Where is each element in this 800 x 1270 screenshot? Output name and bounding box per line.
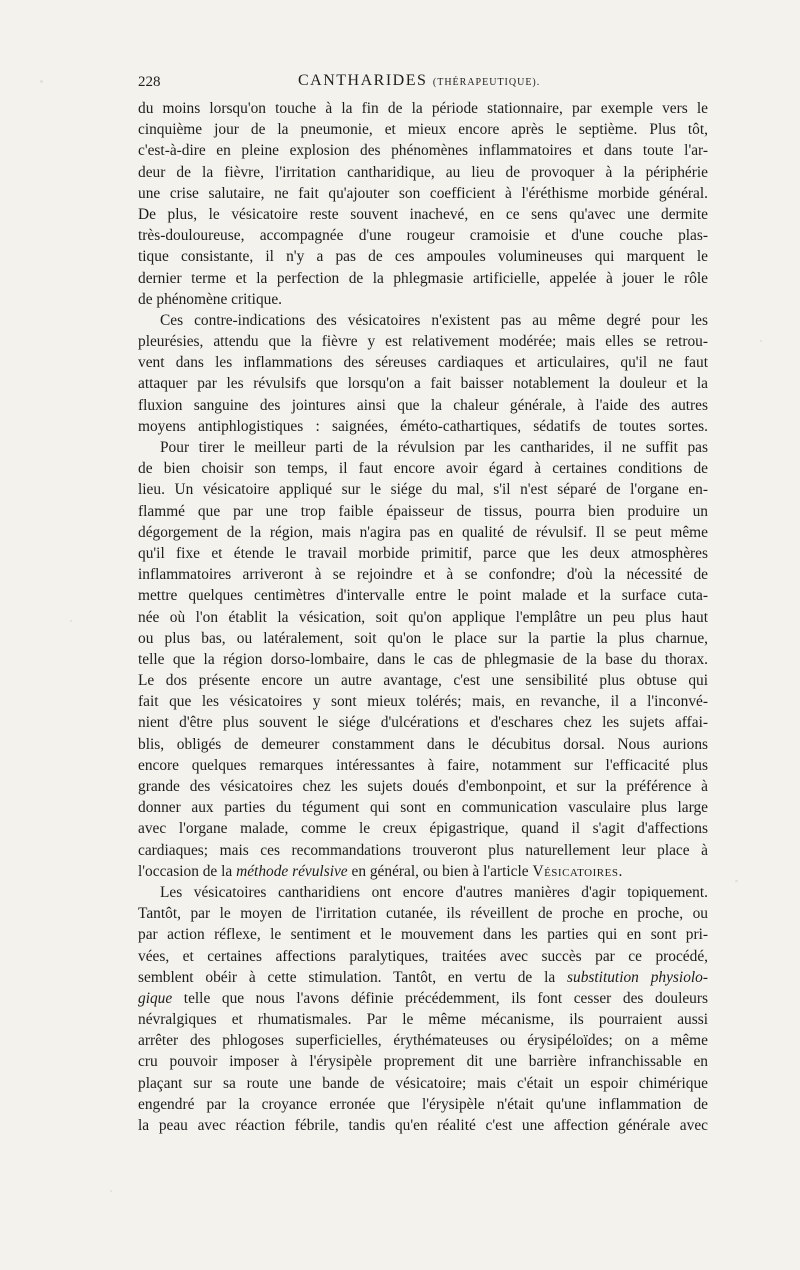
text-line: engendré par la croyance erronée que l'érysipèle n'était qu'une inflammation de (138, 1095, 708, 1113)
text-line: névralgiques et rhumatismales. Par le même mécanisme, ils pourraient aussi (138, 1011, 708, 1029)
text-line-mixed (138, 988, 708, 1009)
text-line: du moins lorsqu'on touche à la fin de la période stationnaire, par exemple vers le (138, 100, 708, 117)
paper-speck (760, 340, 762, 342)
paragraph-start-line: Pour tirer le meilleur parti de la révulsion par les cantharides, il ne suffit pas (160, 439, 708, 456)
running-title-main: CANTHARIDES (298, 72, 428, 89)
text-line: telle que la région dorso-lombaire, dans le cas de phlegmasie de la base du thorax. (138, 650, 708, 668)
text-line: de bien choisir son temps, il faut encore avoir égard à certaines conditions de (138, 460, 708, 478)
text-line: grande des vésicatoires chez les sujets doués d'embonpoint, et sur la préférence à (138, 778, 708, 795)
emphasis-methode-revulsive: méthode révulsive (236, 862, 348, 880)
text-line: inflammatoires arriveront à se rejoindre et à se confondre; d'où la nécessité de (138, 566, 708, 584)
text-line: fait que les vésicatoires y sont mieux tolérés; mais, en revanche, il a l'inconvé- (138, 693, 708, 711)
text-fragment: . (618, 862, 623, 880)
text-line: c'est-à-dire en pleine explosion des phénomènes inflammatoires et dans toute l'ar- (138, 142, 708, 160)
text-line: plaçant sur sa route une bande de vésicatoire; mais c'était un espoir chimérique (138, 1074, 708, 1092)
text-line: De plus, le vésicatoire reste souvent inachevé, en ce sens qu'avec une dermite (138, 205, 708, 223)
text-line: lieu. Un vésicatoire appliqué sur le siége du mal, s'il n'est séparé de l'organe en- (138, 481, 708, 499)
paper-speck (110, 1190, 112, 1192)
running-title-subtitle: (THÉRAPEUTIQUE). (432, 77, 541, 88)
text-line: Tantôt, par le moyen de l'irritation cutanée, ils réveillent de proche en proche, ou (138, 905, 708, 923)
running-header (138, 72, 708, 94)
text-line: de phénomène critique. (138, 290, 283, 308)
text-line: donner aux parties du tégument qui sont en communication vasculaire plus large (138, 799, 708, 817)
text-line: arrêter des phlogoses superficielles, érythémateuses ou érysipéloïdes; on a même (138, 1032, 708, 1050)
text-line: Le dos présente encore un autre avantage, c'est une sensibilité plus obtuse qui (138, 672, 708, 690)
text-fragment: l'occasion de la (138, 862, 233, 880)
text-line: née où l'on établit la vésication, soit qu'on applique l'emplâtre un peu plus haut (138, 608, 708, 626)
paper-speck (735, 880, 738, 882)
text-line: dégorgement de la région, mais n'agira pas en qualité de révulsif. Il se peut même (138, 523, 708, 541)
text-line: fluxion sanguine des jointures ainsi que la chaleur générale, à l'aide des autres (138, 396, 708, 414)
text-line: vent dans les inflammations des séreuses cardiaques et articulaires, qu'il ne faut (138, 354, 708, 372)
paper-speck (40, 80, 43, 83)
text-line: moyens antiphlogistiques : saignées, éméto-cathartiques, sédatifs de toutes sortes. (138, 417, 708, 435)
emphasis-substitution: substitution physiolo- (567, 968, 708, 986)
text-line: cinquième jour de la pneumonie, et mieux encore après le septième. Plus tôt, (138, 121, 708, 139)
text-line-mixed (138, 861, 708, 882)
text-line: pleurésies, attendu que la fièvre y est relativement modérée; mais elles se retrou- (138, 333, 708, 351)
text-line: avec l'organe malade, comme le creux épigastrique, quand il s'agit d'affections (138, 820, 708, 838)
text-line: nient d'être plus souvent le siége d'ulcérations et d'eschares chez les sujets affai- (138, 714, 708, 732)
paragraph-start-line: Ces contre-indications des vésicatoires n'existent pas au même degré pour les (160, 311, 708, 329)
text-fragment: en général, ou bien à l'article (347, 862, 533, 880)
text-line: flammé que par une trop faible épaisseur de tissus, pourra bien produire un (138, 502, 708, 520)
text-line: attaquer par les révulsifs que lorsqu'on a fait baisser notablement la douleur et la (138, 375, 708, 393)
text-line: qu'il fixe et étende le travail morbide primitif, parce que les deux atmosphères (138, 544, 708, 562)
text-line: cru pouvoir imposer à l'érysipèle proprement dit une barrière infranchissable en (138, 1053, 708, 1071)
text-line: vées, et certaines affections paralytiques, traitées avec succès par ce procédé, (138, 947, 708, 965)
text-line: deur de la fièvre, l'irritation cantharidique, au lieu de provoquer à la périphérie (138, 163, 708, 181)
text-line: cardiaques; mais ces recommandations trouveront plus naturellement leur place à (138, 841, 708, 859)
body-text (138, 98, 708, 1136)
emphasis-substitution-cont: gique (138, 989, 173, 1007)
page-number: 228 (138, 74, 161, 90)
text-line-mixed (138, 967, 708, 988)
text-line: encore quelques remarques intéressantes à faire, notamment sur l'efficacité plus (138, 756, 708, 774)
text-line: mettre quelques centimètres d'intervalle entre le point malade et la surface cuta- (138, 587, 708, 605)
text-line: la peau avec réaction fébrile, tandis qu'en réalité c'est une affection générale avec (138, 1117, 708, 1134)
text-line: ou plus bas, ou latéralement, soit qu'on le place sur la partie la plus charnue, (138, 629, 708, 647)
text-line: très-douloureuse, accompagnée d'une rougeur cramoisie et d'une couche plas- (138, 227, 708, 245)
text-line: blis, obligés de demeurer constamment dans le décubitus dorsal. Nous aurions (138, 735, 708, 753)
text-line: par action réflexe, le sentiment et le mouvement dans les parties qui en sont pri- (138, 926, 708, 944)
text-fragment: telle que nous l'avons définie précédemment, ils font cesser des douleurs (183, 989, 708, 1007)
text-fragment: semblent obéir à cette stimulation. Tantôt, en vertu de la (138, 968, 556, 986)
running-title (298, 72, 540, 90)
text-line: une crise salutaire, ne fait qu'ajouter son coefficient à l'éréthisme morbide général. (138, 184, 708, 202)
article-reference: Vésicatoires (532, 862, 619, 880)
paragraph-start-line: Les vésicatoires cantharidiens ont encore d'autres manières d'agir topiquement. (160, 883, 708, 901)
paper-speck (70, 620, 72, 622)
text-line: dernier terme et la perfection de la phlegmasie artificielle, appelée à jouer le rôle (138, 269, 708, 287)
text-line: tique consistante, il n'y a pas de ces ampoules volumineuses qui marquent le (138, 248, 708, 266)
